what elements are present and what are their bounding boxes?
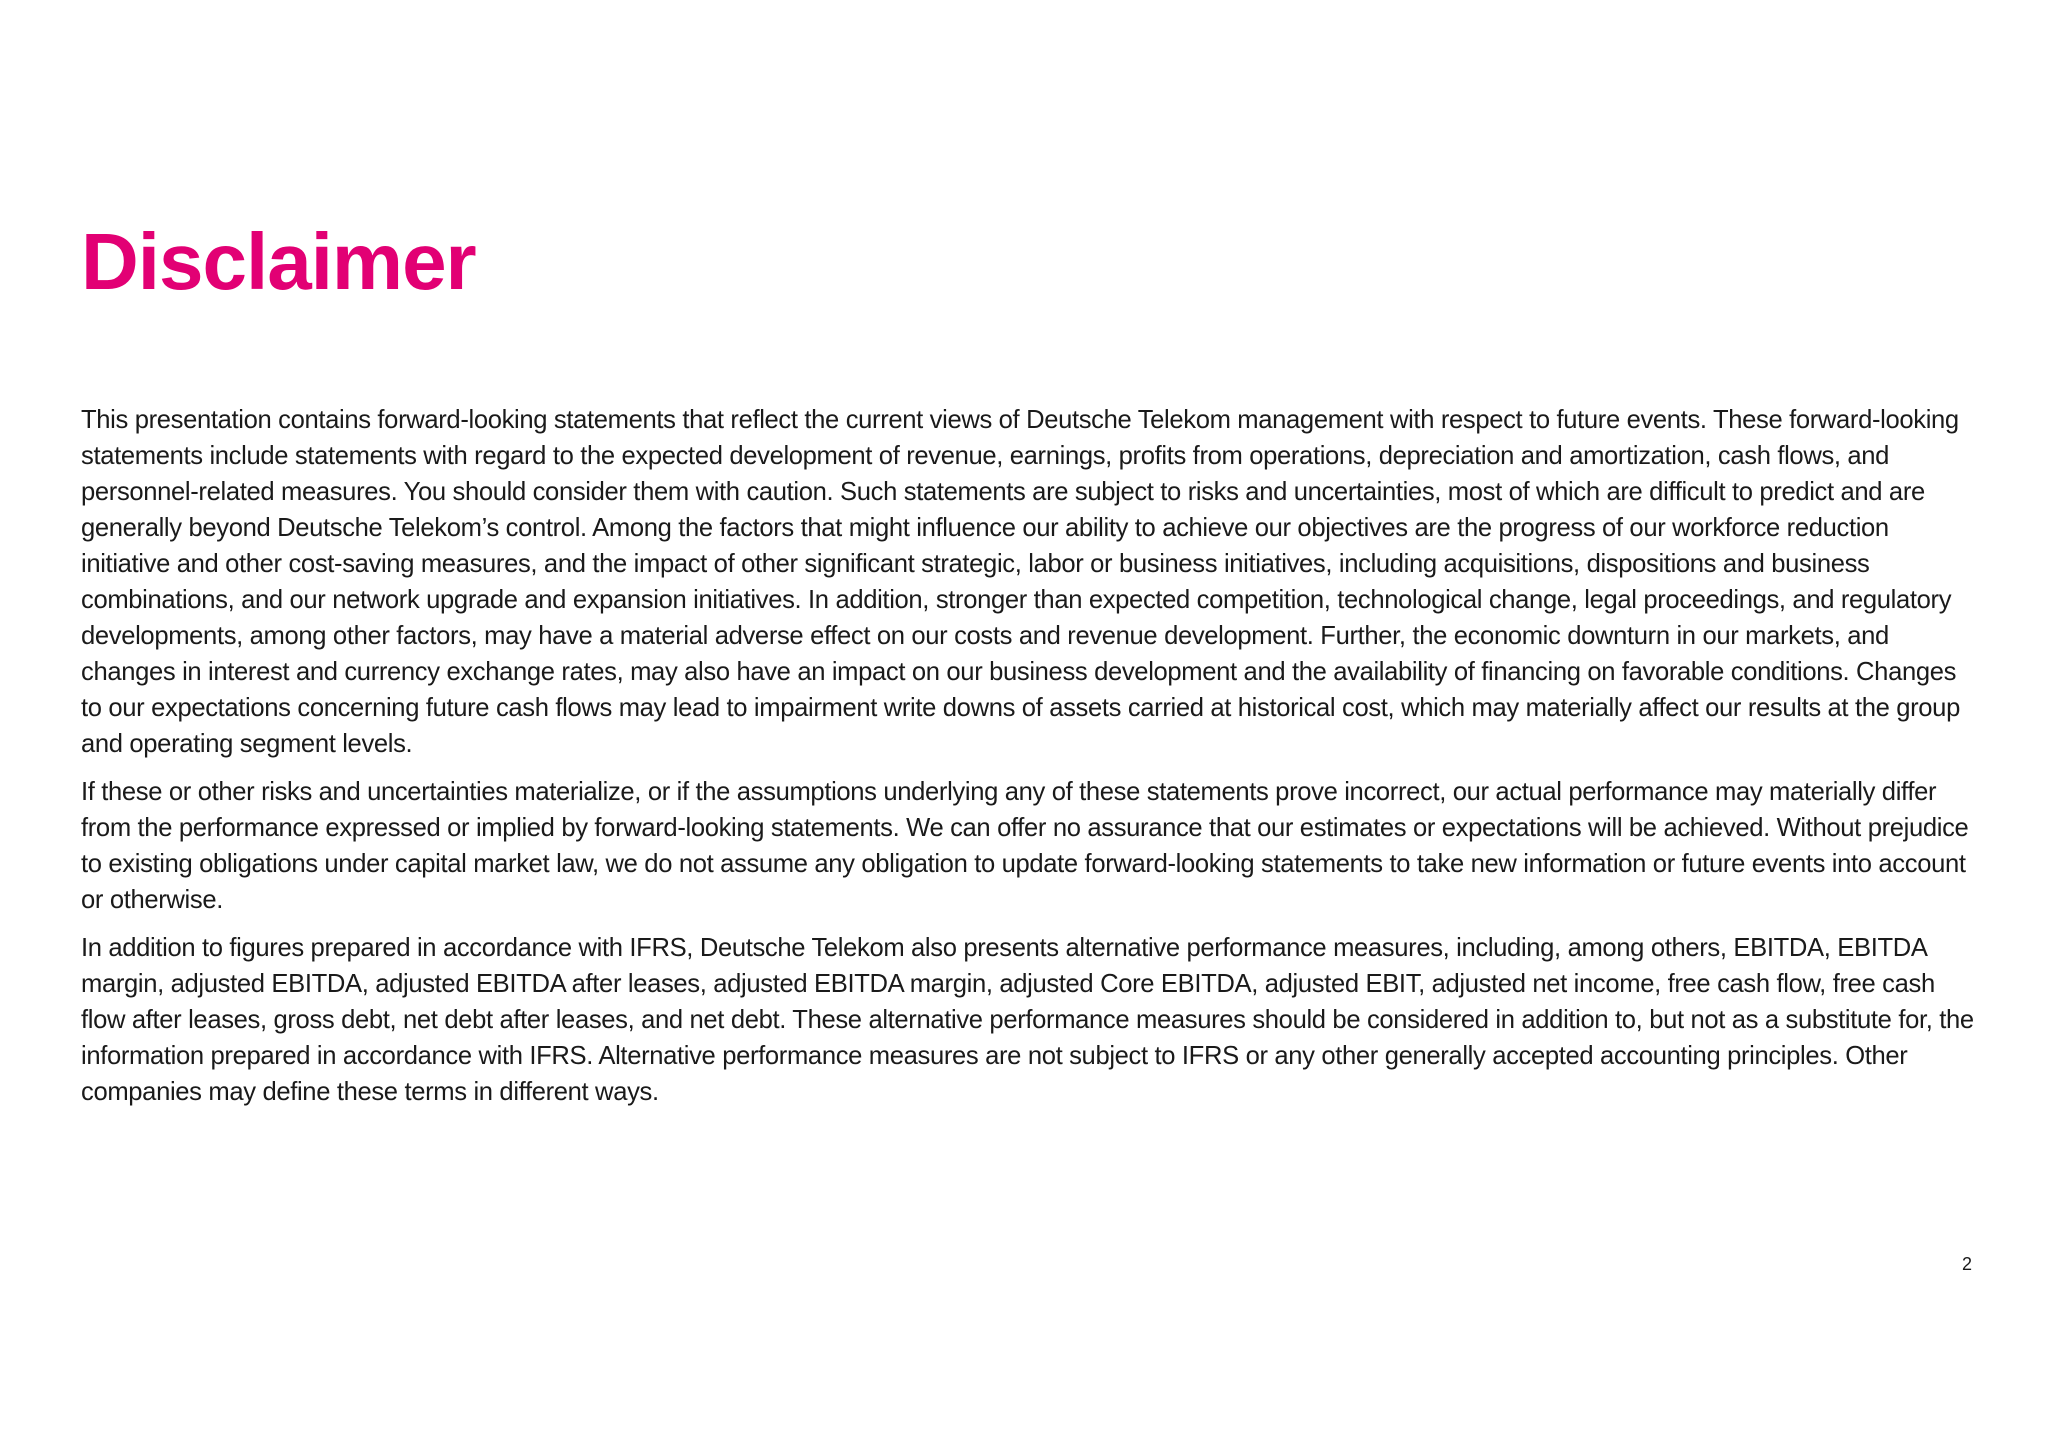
disclaimer-body: [81, 402, 1981, 1122]
disclaimer-paragraph-forward-looking: This presentation contains forward-looking statements that reflect the current views of Deutsche Telekom management with respect to future events. These forward-looking statements include statements with regard to the expected development of revenue, earnings, profits from operations, depreciation and amortization, cash flows, and personnel-related measures. You should consider them with caution. Such statements are subject to risks and uncertainties, most of which are difficult to predict and are generally beyond Deutsche Telekom’s control. Among the factors that might influence our ability to achieve our objectives are the progress of our workforce reduction initiative and other cost-saving measures, and the impact of other significant strategic, labor or business initiatives, including acquisitions, dispositions and business combinations, and our network upgrade and expansion initiatives. In addition, stronger than expected competition, technological change, legal proceedings, and regulatory developments, among other factors, may have a material adverse effect on our costs and revenue development. Further, the economic downturn in our markets, and changes in interest and currency exchange rates, may also have an impact on our business development and the availability of financing on favorable conditions. Changes to our expectations concerning future cash flows may lead to impairment write downs of assets carried at historical cost, which may materially affect our results at the group and operating segment levels.: [81, 406, 1960, 758]
disclaimer-paragraph-risks: If these or other risks and uncertainties materialize, or if the assumptions underlying any of these statements prove incorrect, our actual performance may materially differ from the performance expressed or implied by forward-looking statements. We can offer no assurance that our estimates or expectations will be achieved. Without prejudice to existing obligations under capital market law, we do not assume any obligation to update forward-looking statements to take new information or future events into account or otherwise.: [81, 778, 1969, 914]
page-number: 2: [1961, 1254, 1972, 1274]
disclaimer-paragraph-alternative-measures: In addition to figures prepared in accordance with IFRS, Deutsche Telekom also presents alternative performance measures, including, among others, EBITDA, EBITDA margin, adjusted EBITDA, adjusted EBITDA after leases, adjusted EBITDA margin, adjusted Core EBITDA, adjusted EBIT, adjusted net income, free cash flow, free cash flow after leases, gross debt, net debt after leases, and net debt. These alternative performance measures should be considered in addition to, but not as a substitute for, the information prepared in accordance with IFRS. Alternative performance measures are not subject to IFRS or any other generally accepted accounting principles. Other companies may define these terms in different ways.: [81, 934, 1974, 1106]
page-title: Disclaimer: [81, 217, 476, 306]
